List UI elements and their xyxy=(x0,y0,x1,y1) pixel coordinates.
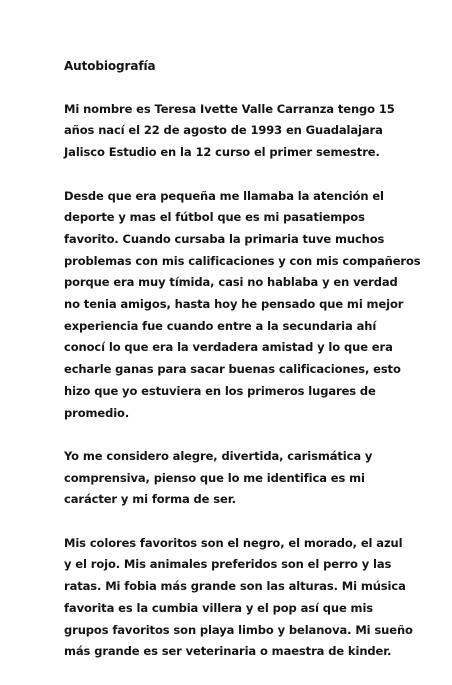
document-body xyxy=(64,56,421,685)
paragraph-intro xyxy=(64,99,394,164)
text-line: Yo me considero alegre, divertida, carismática y xyxy=(64,448,373,463)
text-line: problemas con mis calificaciones y con mis compañeros xyxy=(64,253,421,268)
text-line: Desde que era pequeña me llamaba la atención el xyxy=(64,188,384,203)
paragraph-favorites xyxy=(64,533,413,663)
document-title: Autobiografía xyxy=(64,59,156,73)
text-line: experiencia fue cuando entre a la secundaria ahí xyxy=(64,318,377,333)
text-line: Mi nombre es Teresa Ivette Valle Carranza tengo 15 xyxy=(64,101,395,116)
text-line: hizo que yo estuviera en los primeros lugares de xyxy=(64,383,376,398)
text-line: y el rojo. Mis animales preferidos son el perro y las xyxy=(64,557,392,572)
text-line: favorita es la cumbia villera y el pop así que mis xyxy=(64,600,374,615)
text-line: promedio. xyxy=(64,405,130,420)
text-line: deporte y mas el fútbol que es mi pasatiempos xyxy=(64,210,365,225)
text-line: conocí lo que era la verdadera amistad y lo que era xyxy=(64,340,393,355)
text-line: carácter y mi forma de ser. xyxy=(64,492,236,507)
text-line: porque era muy tímida, casi no hablaba y en verdad xyxy=(64,275,398,290)
text-line: comprensiva, pienso que lo me identifica es mi xyxy=(64,470,365,485)
text-line: echarle ganas para sacar buenas calificaciones, esto xyxy=(64,362,401,377)
text-line: no tenia amigos, hasta hoy he pensado que mi mejor xyxy=(64,297,404,312)
text-line: favorito. Cuando cursaba la primaria tuve muchos xyxy=(64,231,385,246)
text-line: ratas. Mi fobia más grande son las alturas. Mi música xyxy=(64,579,406,594)
paragraph-personality xyxy=(64,446,394,511)
text-line: años nací el 22 de agosto de 1993 en Guadalajara xyxy=(64,123,383,138)
text-line: Jalisco Estudio en la 12 curso el primer semestre. xyxy=(64,145,380,160)
text-line: más grande es ser veterinaria o maestra de kinder. xyxy=(64,644,392,659)
text-line: grupos favoritos son playa limbo y belanova. Mi sueño xyxy=(64,622,413,637)
text-line: Mis colores favoritos son el negro, el morado, el azul xyxy=(64,535,403,550)
paragraph-childhood xyxy=(64,186,421,425)
